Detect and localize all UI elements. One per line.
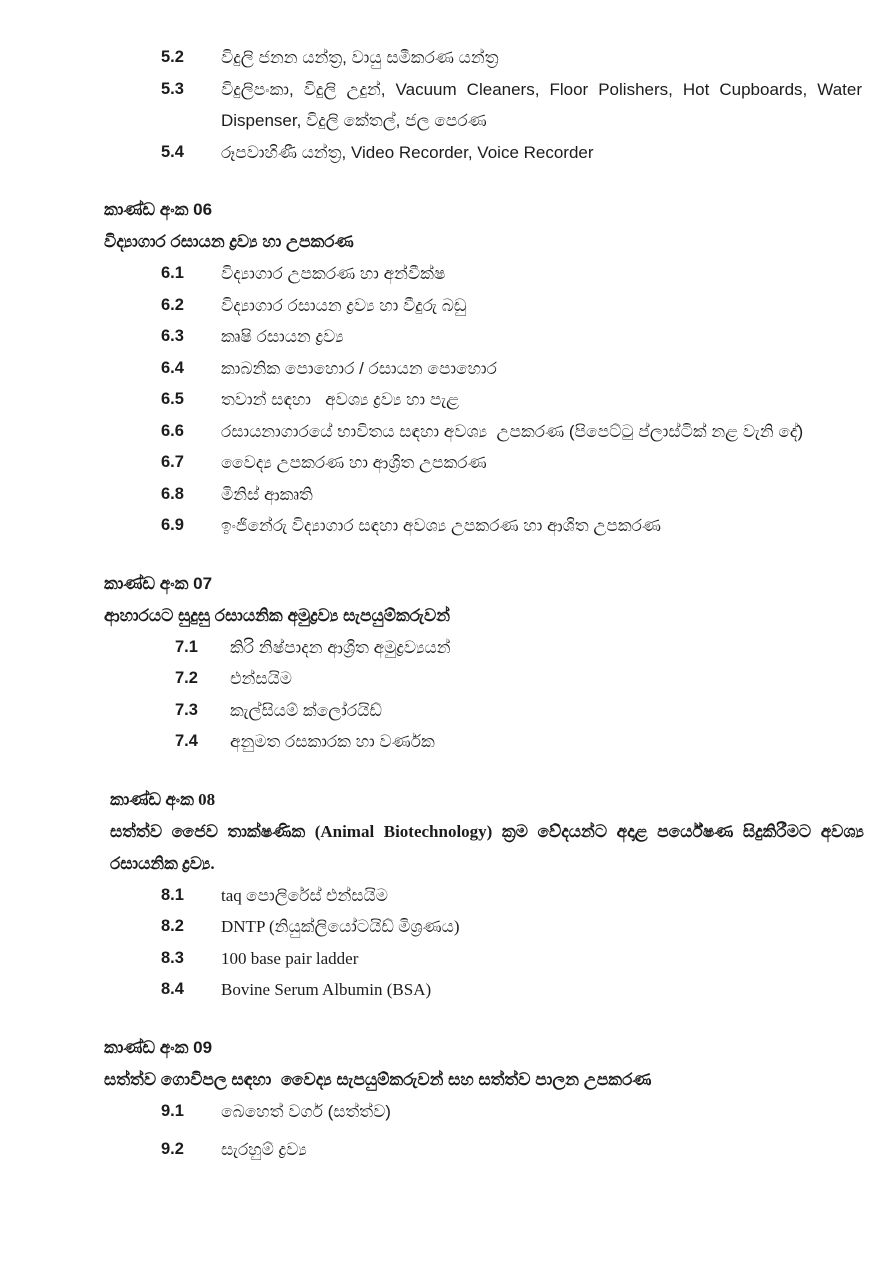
item-text: අනුමත රසකාරක හා වර්ණක xyxy=(230,732,435,751)
list-item xyxy=(104,353,864,385)
list-item xyxy=(104,632,864,664)
item-text: 100 base pair ladder xyxy=(221,948,359,968)
item-text: රසායනාගාරයේ භාවිතය සඳහා අවශ්‍ය උපකරණ (පිපෙට්ටු ප්ලාස්ටික් නළ වැනි දේ) xyxy=(221,421,804,441)
item-text: එන්සයිම xyxy=(230,669,292,688)
item-number: 6.8 xyxy=(161,484,184,503)
list-item xyxy=(104,911,864,943)
list-item xyxy=(104,726,864,758)
list-item xyxy=(104,416,864,448)
item-number: 6.6 xyxy=(161,421,184,440)
list-item xyxy=(104,663,864,695)
section-07 xyxy=(104,568,864,758)
item-number: 6.2 xyxy=(161,295,184,314)
list-item xyxy=(104,74,867,137)
item-text: කාබනික පොහොර / රසායන පොහොර xyxy=(221,358,497,378)
section-subtitle: ආහාරයට සුදුසු රසායනික අමුද්‍රව්‍ය සැපයුම්කරුවන් xyxy=(104,605,451,625)
item-text: DNTP (නියුක්ලියෝටයිඩ් මිශ්‍රණය) xyxy=(221,917,460,936)
section-heading: කාණ්ඩ අංක 08 xyxy=(110,789,216,809)
item-number: 6.1 xyxy=(161,264,184,282)
item-number: 7.3 xyxy=(175,700,198,719)
list-item xyxy=(104,510,864,542)
list-item xyxy=(104,479,864,511)
item-text: සැරහුම් ද්‍රව්‍ය xyxy=(221,1140,307,1159)
list-item xyxy=(104,290,864,322)
section-heading: කාණ්ඩ අංක 07 xyxy=(104,573,213,593)
item-text: විදුලි ජනන යන්ත්‍ර, වායු සමීකරණ යන්ත්‍ර xyxy=(221,48,499,67)
list-item xyxy=(104,384,864,416)
item-text: විද්‍යාගාර උපකරණ හා අන්වීක්ෂ xyxy=(221,264,446,283)
section-heading: කාණ්ඩ අංක 09 xyxy=(104,1037,213,1057)
item-text: විද්‍යාගාර රසායන ද්‍රව්‍ය හා වීදුරු බඩු xyxy=(221,295,467,315)
item-number: 5.4 xyxy=(161,142,184,161)
section-06 xyxy=(104,194,864,542)
item-text: තවාන් සඳහා අවශ්‍ය ද්‍රව්‍ය හා පැළ xyxy=(221,390,460,409)
section-09 xyxy=(104,1032,864,1166)
list-item xyxy=(104,447,864,479)
item-text: මිනිස් ආකෘති xyxy=(221,484,313,504)
section-05 xyxy=(104,42,867,168)
item-number: 7.4 xyxy=(175,732,198,750)
item-number: 5.3 xyxy=(161,79,184,98)
item-number: 6.7 xyxy=(161,453,184,471)
item-text: Bovine Serum Albumin (BSA) xyxy=(221,980,432,999)
item-number: 9.2 xyxy=(161,1140,184,1158)
list-item xyxy=(104,1096,864,1128)
list-item xyxy=(104,695,864,727)
item-number: 6.5 xyxy=(161,390,184,408)
item-text: රූපවාහිණී යන්ත්‍ර, Video Recorder, Voice Recorder xyxy=(221,142,594,162)
list-item xyxy=(104,880,864,912)
item-text: කෘෂි රසායන ද්‍රව්‍ය xyxy=(221,327,344,346)
item-number: 5.2 xyxy=(161,48,184,66)
item-number: 8.1 xyxy=(161,885,184,904)
item-number: 8.4 xyxy=(161,980,184,998)
section-heading: කාණ්ඩ අංක 06 xyxy=(104,200,213,219)
list-item xyxy=(104,42,864,74)
item-text: විදුලිපංකා, විදුලි උදුන්, Vacuum Cleaners, Floor Polishers, Hot Cupboards, Water Dispenser, විදුලි කේතල්, ජල පෙරණ xyxy=(221,79,867,130)
item-text: වෛද්‍ය උපකරණ හා ආශ්‍රිත උපකරණ xyxy=(221,453,487,472)
item-text: කැල්සියම් ක්ලෝරයිඩ් xyxy=(230,700,382,720)
item-number: 6.4 xyxy=(161,358,184,377)
item-number: 8.2 xyxy=(161,917,184,935)
section-08 xyxy=(104,784,869,1006)
item-number: 7.2 xyxy=(175,669,198,687)
item-number: 7.1 xyxy=(175,637,198,656)
list-item xyxy=(104,321,864,353)
section-subtitle: සත්ත්ව ගොවිපල සඳහා වෛද්‍ය සැපයුම්කරුවන් සහ සත්ත්ව පාලන උපකරණ xyxy=(104,1069,652,1089)
item-number: 8.3 xyxy=(161,948,184,967)
item-number: 6.3 xyxy=(161,327,184,345)
item-text: taq පොලිරේස් එන්සයිම xyxy=(221,885,388,905)
item-number: 6.9 xyxy=(161,516,184,534)
item-number: 9.1 xyxy=(161,1101,184,1120)
section-subtitle: සත්ත්ව ජෛව තාක්ෂණික (Animal Biotechnology) ක්‍රම වේදයන්ට අදාළ පර්යේෂණ සිදුකිරීමට අවශ්‍ය රසායනික ද්‍රව්‍ය. xyxy=(110,821,869,873)
list-item xyxy=(104,974,864,1006)
list-item xyxy=(104,258,864,290)
item-text: ඉංජිනේරු විද්‍යාගාර සඳහා අවශ්‍ය උපකරණ හා ආශිත උපකරණ xyxy=(221,516,662,535)
list-item xyxy=(104,137,864,169)
list-item xyxy=(104,943,864,975)
item-text: බෙහෙත් වර්ග (සත්ත්ව) xyxy=(221,1101,391,1121)
item-text: කිරි නිෂ්පාදන ආශ්‍රිත අමුද්‍රව්‍යයන් xyxy=(230,637,451,657)
section-subtitle: විද්‍යාගාර රසායන ද්‍රව්‍ය හා උපකරණ xyxy=(104,232,354,251)
list-item xyxy=(104,1134,864,1166)
